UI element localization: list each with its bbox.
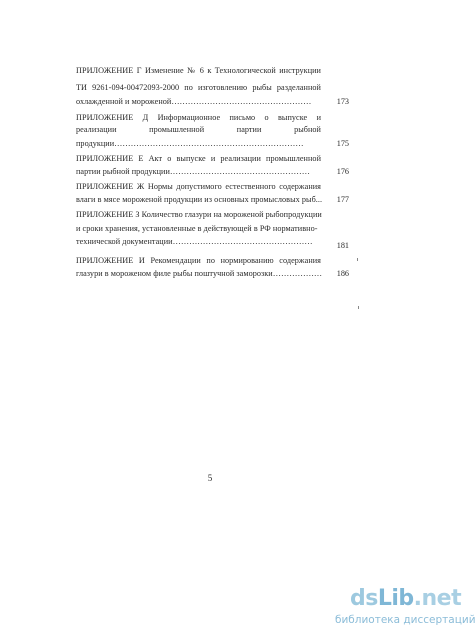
logo-part-lib: Lib xyxy=(377,586,414,611)
scan-artifact xyxy=(357,258,358,261)
toc-entry-zh-line-1: ПРИЛОЖЕНИЕ Ж Нормы допустимого естественного содержания xyxy=(76,182,321,191)
toc-entry-g-page: 173 xyxy=(336,97,349,106)
toc-entry-d-page: 175 xyxy=(336,139,349,148)
toc-entry-i-page: 186 xyxy=(336,269,349,278)
toc-entry-i-line-2: глазури в мороженом филе рыбы поштучной заморозки……………… xyxy=(76,269,323,278)
toc-entry-g-line-2: ТИ 9261-094-00472093-2000 по изготовлению рыбы разделанной xyxy=(76,83,321,92)
toc-entry-i-line-1: ПРИЛОЖЕНИЕ И Рекомендации по нормированию содержания xyxy=(76,256,321,265)
toc-entry-z-line-1: ПРИЛОЖЕНИЕ З Количество глазури на мороженой рыбопродукции xyxy=(76,210,322,219)
toc-entry-e-line-1: ПРИЛОЖЕНИЕ Е Акт о выпуске и реализации промышленной xyxy=(76,154,321,163)
toc-entry-d-line-1: ПРИЛОЖЕНИЕ Д Информационное письмо о выпуске и xyxy=(76,113,321,122)
page-number: 5 xyxy=(207,473,213,483)
logo-part-ds: ds xyxy=(350,586,378,611)
toc-entry-z-line-3: технической документации…………………………………………… xyxy=(76,237,313,246)
dslib-watermark xyxy=(335,586,476,632)
toc-entry-g-line-3: охлажденной и мороженой…………………………………………… xyxy=(76,97,312,106)
toc-entry-zh-page: 177 xyxy=(336,195,349,204)
toc-entry-g-line-1: ПРИЛОЖЕНИЕ Г Изменение № 6 к Технологической инструкции xyxy=(76,66,321,75)
watermark-subtitle: библиотека диссертаций xyxy=(335,614,476,626)
toc-entry-d-line-2: реализации промышленной партии рыбной xyxy=(76,125,321,134)
toc-entry-e-page: 176 xyxy=(336,167,349,176)
toc-entry-zh-line-2: влаги в мясе мороженой продукции из основных промысловых рыб... xyxy=(76,195,323,204)
toc-entry-z-line-2: и сроки хранения, установленные в действующей в РФ нормативно- xyxy=(76,224,318,233)
toc-entry-z-page: 181 xyxy=(336,241,349,250)
toc-entry-d-line-3: продукции…………………………………………………………… xyxy=(76,139,304,148)
logo-part-net: .net xyxy=(413,586,462,611)
toc-entry-e-line-2: партии рыбной продукции…………………………………………… xyxy=(76,167,310,176)
scan-artifact xyxy=(358,306,359,309)
dslib-logo xyxy=(350,586,461,611)
